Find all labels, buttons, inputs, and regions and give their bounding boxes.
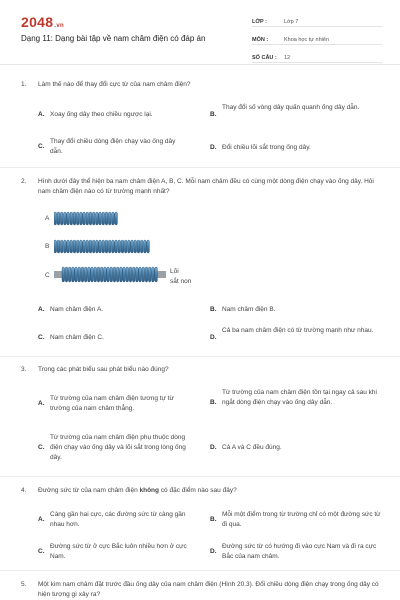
coil-turn	[136, 267, 139, 282]
coil-turn	[124, 240, 127, 253]
question-3: 3. Trong các phát biểu sau phát biểu nào đúng?	[21, 365, 382, 375]
coil-turn	[89, 240, 92, 253]
coil-turn	[102, 240, 105, 253]
option-4d[interactable]: D. Đường sức từ có hướng đi vào cực Nam và đi ra cực Bắc của nam châm.	[210, 543, 377, 560]
coil-turn	[76, 212, 79, 225]
option-4a[interactable]: A. Càng gần hai cực, các đường sức từ càng gần nhau hơn.	[38, 511, 186, 528]
option-3a[interactable]: A. Từ trường của nam châm điện tương tự từ trường của nam châm thẳng.	[38, 395, 174, 412]
coil-turn	[113, 267, 116, 282]
coil-turn	[57, 240, 60, 253]
question-4: 4. Đường sức từ của nam châm điện không có đặc điểm nào sau đây?	[21, 486, 382, 496]
coil-turn	[64, 240, 67, 253]
option-2c[interactable]: C. Nam châm điện C.	[38, 334, 104, 341]
coil-turn	[68, 267, 71, 282]
coil-label-a: A	[45, 215, 50, 222]
coil-turn	[107, 267, 110, 282]
divider	[0, 167, 400, 168]
question-stem: Hình dưới đây thể hiện ba nam châm điện A, B, C. Mỗi nam châm đều có cùng một dòng điện chạy vào ống dây. Hỏi nam châm điện nào có từ trường mạnh nhất?	[38, 178, 374, 195]
coil-turn	[126, 267, 129, 282]
meta-row-class: LỚP : Lớp 7	[252, 14, 382, 27]
option-1a[interactable]: A. Xoay ống dây theo chiều ngược lại.	[38, 111, 153, 118]
coil-turn	[81, 267, 84, 282]
divider	[0, 476, 400, 477]
coil-turn	[123, 267, 126, 282]
coil-turn	[70, 240, 73, 253]
coil-turn	[105, 240, 108, 253]
option-1c[interactable]: C. Thay đổi chiều dòng điện chạy vào ống dây dẫn.	[38, 138, 176, 155]
coil-turn	[134, 240, 137, 253]
option-4b[interactable]: B. Mỗi một điểm trong từ trường chỉ có một đường sức từ đi qua.	[210, 511, 381, 528]
coil-turn	[112, 212, 115, 225]
coil-turn	[62, 267, 65, 282]
coil-turn	[147, 240, 150, 253]
coil-turn	[104, 267, 107, 282]
coil-turn	[67, 240, 70, 253]
coil-turn	[142, 267, 145, 282]
coil-turn	[116, 267, 119, 282]
meta-panel	[252, 14, 382, 68]
coil-turn	[108, 240, 111, 253]
coil-turn	[73, 240, 76, 253]
coil-c-image	[54, 266, 166, 283]
coil-turn	[140, 240, 143, 253]
coil-turn	[54, 212, 57, 225]
coil-turn	[91, 267, 94, 282]
meta-row-subject: MÔN : Khoa học tự nhiên	[252, 32, 382, 45]
coil-turn	[120, 267, 123, 282]
option-3d[interactable]: D. Cả A và C đều đúng.	[210, 444, 282, 451]
coil-turn	[86, 240, 89, 253]
coil-turn	[94, 267, 97, 282]
coil-turn	[102, 212, 105, 225]
coil-turn	[121, 240, 124, 253]
meta-row-count: SỐ CÂU : 12	[252, 50, 382, 63]
option-2d[interactable]: D. Cả ba nam châm điện có từ trường mạnh như nhau.	[210, 327, 374, 341]
coil-label-c: C	[45, 272, 50, 279]
coil-a-image	[54, 211, 118, 226]
question-stem: Một kim nam châm đặt trước đầu ống dây của nam châm điện (Hình 20.3). Đổi chiều dòng điện chạy trong ống dây có hiện tượng gì xảy ra?	[38, 581, 379, 598]
coil-turn	[131, 240, 134, 253]
coil-turn	[57, 212, 60, 225]
question-5: 5. Một kim nam châm đặt trước đầu ống dây của nam châm điện (Hình 20.3). Đổi chiều dòng điện chạy trong ống dây có hiện tượng gì xảy ra?	[21, 580, 382, 600]
page-title: Dạng 11: Dạng bài tập về nam châm điện có đáp án	[21, 34, 206, 43]
coil-turn	[89, 212, 92, 225]
coil-turn	[96, 212, 99, 225]
coil-turn	[110, 267, 113, 282]
divider	[0, 356, 400, 357]
coil-turn	[60, 212, 63, 225]
option-1d[interactable]: D. Đổi chiều lõi sắt trong ống dây.	[210, 144, 311, 151]
coil-turn	[83, 212, 86, 225]
coil-turn	[112, 240, 115, 253]
coil-turn	[65, 267, 68, 282]
question-2: 2. Hình dưới đây thể hiện ba nam châm điện A, B, C. Mỗi nam châm đều có cùng một dòng điện chạy vào ống dây. Hỏi nam châm điện nào có từ trường mạnh nhất?	[21, 177, 382, 197]
coil-turn	[84, 267, 87, 282]
divider	[0, 570, 400, 571]
question-stem: Đường sức từ của nam châm điện không có đặc điểm nào sau đây?	[38, 487, 237, 494]
coil-turn	[129, 267, 132, 282]
coil-turn	[99, 240, 102, 253]
coil-turn	[72, 267, 75, 282]
coil-turn	[139, 267, 142, 282]
coil-turn	[118, 240, 121, 253]
coil-turn	[92, 212, 95, 225]
coil-turn	[97, 267, 100, 282]
coil-turn	[115, 212, 118, 225]
coil-turn	[64, 212, 67, 225]
coil-turn	[132, 267, 135, 282]
coil-turn	[148, 267, 151, 282]
core-label: Lõi sắt non	[170, 268, 192, 285]
option-3c[interactable]: C. Từ trường của nam châm điện phụ thuộc dòng điện chạy vào ống dây và lõi sắt trong lòng ống dây.	[38, 434, 186, 461]
header-divider	[0, 64, 400, 65]
coil-turn	[83, 240, 86, 253]
coil-label-b: B	[45, 243, 50, 250]
coil-turn	[96, 240, 99, 253]
question-stem: Trong các phát biểu sau phát biểu nào đúng?	[38, 366, 169, 373]
option-4c[interactable]: C. Đường sức từ ở cực Bắc luôn nhiều hơn ở cực Nam.	[38, 543, 187, 560]
coil-turn	[152, 267, 155, 282]
option-2a[interactable]: A. Nam châm điện A.	[38, 306, 104, 313]
coil-b-image	[54, 239, 150, 254]
coil-turn	[76, 240, 79, 253]
option-1b[interactable]: B. Thay đổi số vòng dây quấn quanh ống dây dẫn.	[210, 104, 360, 118]
coil-turn	[75, 267, 78, 282]
coil-turn	[108, 212, 111, 225]
coil-turn	[88, 267, 91, 282]
coil-turn	[60, 240, 63, 253]
coil-turn	[80, 212, 83, 225]
coil-turn	[92, 240, 95, 253]
site-logo[interactable]: 2048.vn	[21, 14, 64, 30]
option-3b[interactable]: B. Từ trường của nam châm điện tồn tại ngay cả sau khi ngắt dòng điện chạy vào ống dây dẫn.	[210, 389, 377, 406]
coil-turn	[100, 267, 103, 282]
coil-turn	[137, 240, 140, 253]
coil-turn	[145, 267, 148, 282]
coil-turn	[67, 212, 70, 225]
coil-turn	[86, 212, 89, 225]
question-1: 1. Làm thế nào để thay đổi cực từ của nam châm điện?	[21, 80, 382, 90]
coil-turn	[80, 240, 83, 253]
coil-turn	[128, 240, 131, 253]
coil-turn	[144, 240, 147, 253]
coil-turn	[70, 212, 73, 225]
coil-turn	[99, 212, 102, 225]
coil-turn	[155, 267, 158, 282]
coil-turn	[54, 240, 57, 253]
coil-turn	[105, 212, 108, 225]
coil-turn	[73, 212, 76, 225]
coil-turn	[115, 240, 118, 253]
question-stem: Làm thế nào để thay đổi cực từ của nam châm điện?	[38, 81, 191, 88]
coil-turn	[78, 267, 81, 282]
option-2b[interactable]: B. Nam châm điện B.	[210, 306, 276, 313]
